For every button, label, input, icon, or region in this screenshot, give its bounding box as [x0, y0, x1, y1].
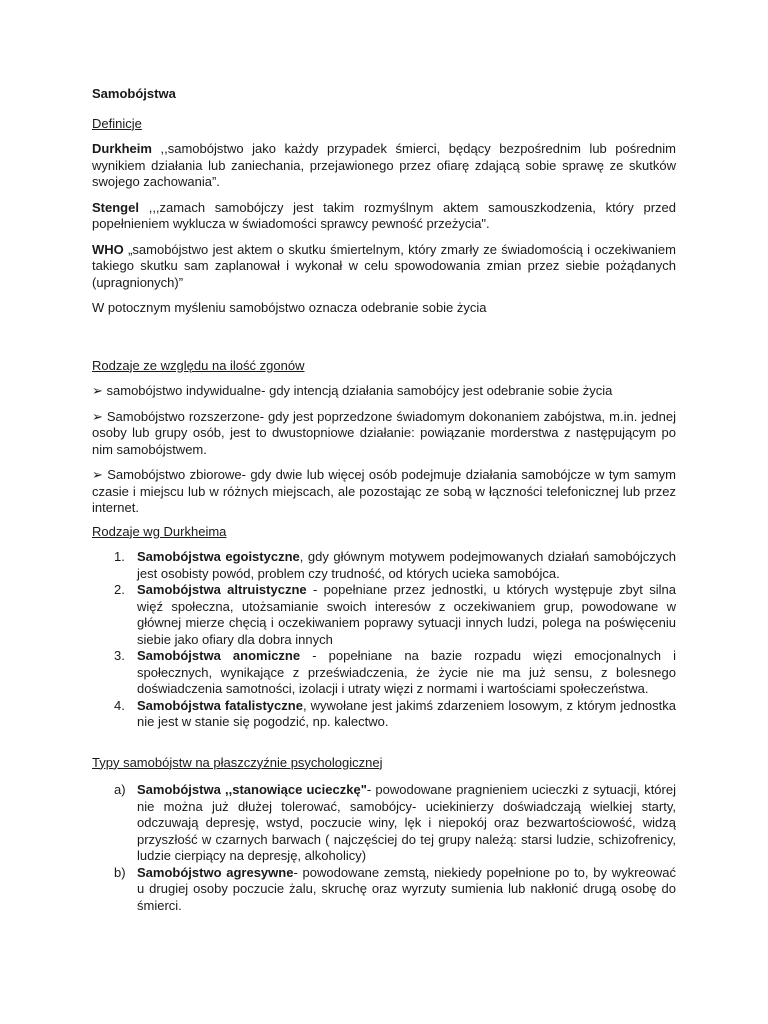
definition-who: [92, 242, 676, 292]
list-item: ➢ Samobójstwo rozszerzone- gdy jest poprzedzone świadomym dokonaniem zabójstwa, m.in. jednej osoby lub grupy osób, jest to dwustopniowe działanie: powiązanie morderstwa z następującym po nim samobójstwem.: [92, 408, 676, 457]
spacer: [92, 731, 676, 755]
type-name: Samobójstwa altruistyczne: [137, 582, 307, 597]
list-item: ➢ Samobójstwo zbiorowe- gdy dwie lub więcej osób podejmuje działania samobójcze w tym samym czasie i miejscu lub w różnych miejscach, ale pozostając ze sobą w łączności telefonicznej lub przez internet.: [92, 467, 676, 515]
list-number: 1.: [114, 549, 125, 564]
type-name: Samobójstwo agresywne: [137, 864, 294, 880]
type-name: Samobójstwa anomiczne: [137, 648, 301, 663]
list-number: 2.: [114, 582, 125, 597]
definition-author: Stengel: [92, 199, 139, 215]
spacer: [92, 326, 676, 358]
type-description: , gdy głównym motywem podejmowanych działań samobójczych jest osobisty powód, problem czy trudność, od których ucieka samobójca.: [137, 549, 676, 581]
definition-author: Durkheim: [92, 141, 152, 156]
document-title: Samobójstwa: [92, 86, 176, 101]
type-name: Samobójstwa ,,stanowiące ucieczkę": [137, 782, 367, 797]
list-item: [92, 549, 676, 582]
type-description: - popełniane przez jednostki, u których występuje zbyt silna więź społeczna, utożsamianie swoich interesów z oczekiwaniem grup, powodowane w głównej mierze chęcią i oczekiwaniem poprawy sytuacji innych ludzi, polega na poświęceniu siebie jako ofiary dla dobra innych: [137, 582, 676, 647]
document-content: [92, 86, 676, 914]
list-letter: a): [114, 782, 126, 797]
common-definition: W potocznym myśleniu samobójstwo oznacza odebranie sobie życia: [92, 300, 487, 315]
by-deaths-heading: Rodzaje ze względu na ilość zgonów: [92, 357, 305, 373]
list-letter: b): [114, 864, 126, 880]
type-description: - powodowane pragnieniem ucieczki z sytuacji, której nie można już dłużej tolerować, samobójcy- uciekinierzy doświadczają wielkiej starty, odczuwają depresję, wstyd, poczucie winy, lęk i niepokój oraz bezwartościowość, widzą przyszłość w czarnych barwach ( najczęściej do tej grupy należą: starsi ludzie, schizofrenicy, ludzie cierpiący na depresję, alkoholicy): [137, 782, 676, 863]
definition-text: ,,samobójstwo jako każdy przypadek śmierci, będący bezpośrednim lub pośrednim wynikiem działania lub zaniechania, przejawionego przez ofiarę zdającą sobie sprawę ze skutków swojego zachowania”.: [92, 141, 676, 189]
list-item: [92, 698, 676, 731]
definitions-heading: Definicje: [92, 115, 142, 131]
definition-text: „samobójstwo jest aktem o skutku śmiertelnym, który zmarły ze świadomością i oczekiwaniem takiego skutku sam zaplanował i wykonał w celu spowodowania zmian przez siebie pożądanych (upragnionych)”: [92, 241, 676, 290]
psych-types-list: [92, 782, 676, 914]
durkheim-types-list: [92, 549, 676, 731]
type-name: Samobójstwa egoistyczne: [137, 549, 300, 564]
psych-types-heading: Typy samobójstw na płaszczyźnie psychologicznej: [92, 754, 383, 770]
list-item: ➢ samobójstwo indywidualne- gdy intencją działania samobójcy jest odebranie sobie życia: [92, 383, 613, 398]
type-name: Samobójstwa fatalistyczne: [137, 697, 303, 713]
list-number: 4.: [114, 697, 125, 713]
list-number: 3.: [114, 648, 125, 663]
definition-author: WHO: [92, 241, 124, 257]
type-description: , wywołane jest jakimś zdarzeniem losowym, z którym jednostka nie jest w stanie się pogodzić, np. kalectwo.: [137, 697, 676, 729]
definition-text: ,,,zamach samobójczy jest takim rozmyślnym aktem samouszkodzenia, który przed popełnieniem wyklucza w świadomości sprawcy pewność przeżycia".: [92, 199, 676, 231]
type-description: - popełniane na bazie rozpadu więzi emocjonalnych i społecznych, wynikające z przeświadczenia, że życie nie ma już sensu, z bolesnego doświadczenia samotności, izolacji i utraty więzi z normami i wartościami społeczeństwa.: [137, 648, 677, 696]
list-item: [92, 782, 676, 865]
definition-durkheim: [92, 141, 676, 191]
list-item: [92, 865, 676, 915]
type-description: - powodowane zemstą, niekiedy popełnione po to, by wykreować u drugiej osoby poczucie żalu, skruchę oraz wyrzuty sumienia lub nakłonić drugą osobę do śmierci.: [137, 864, 677, 913]
definition-stengel: [92, 200, 676, 233]
list-item: [92, 648, 676, 698]
list-item: [92, 582, 676, 648]
durkheim-types-heading: Rodzaje wg Durkheima: [92, 523, 227, 539]
